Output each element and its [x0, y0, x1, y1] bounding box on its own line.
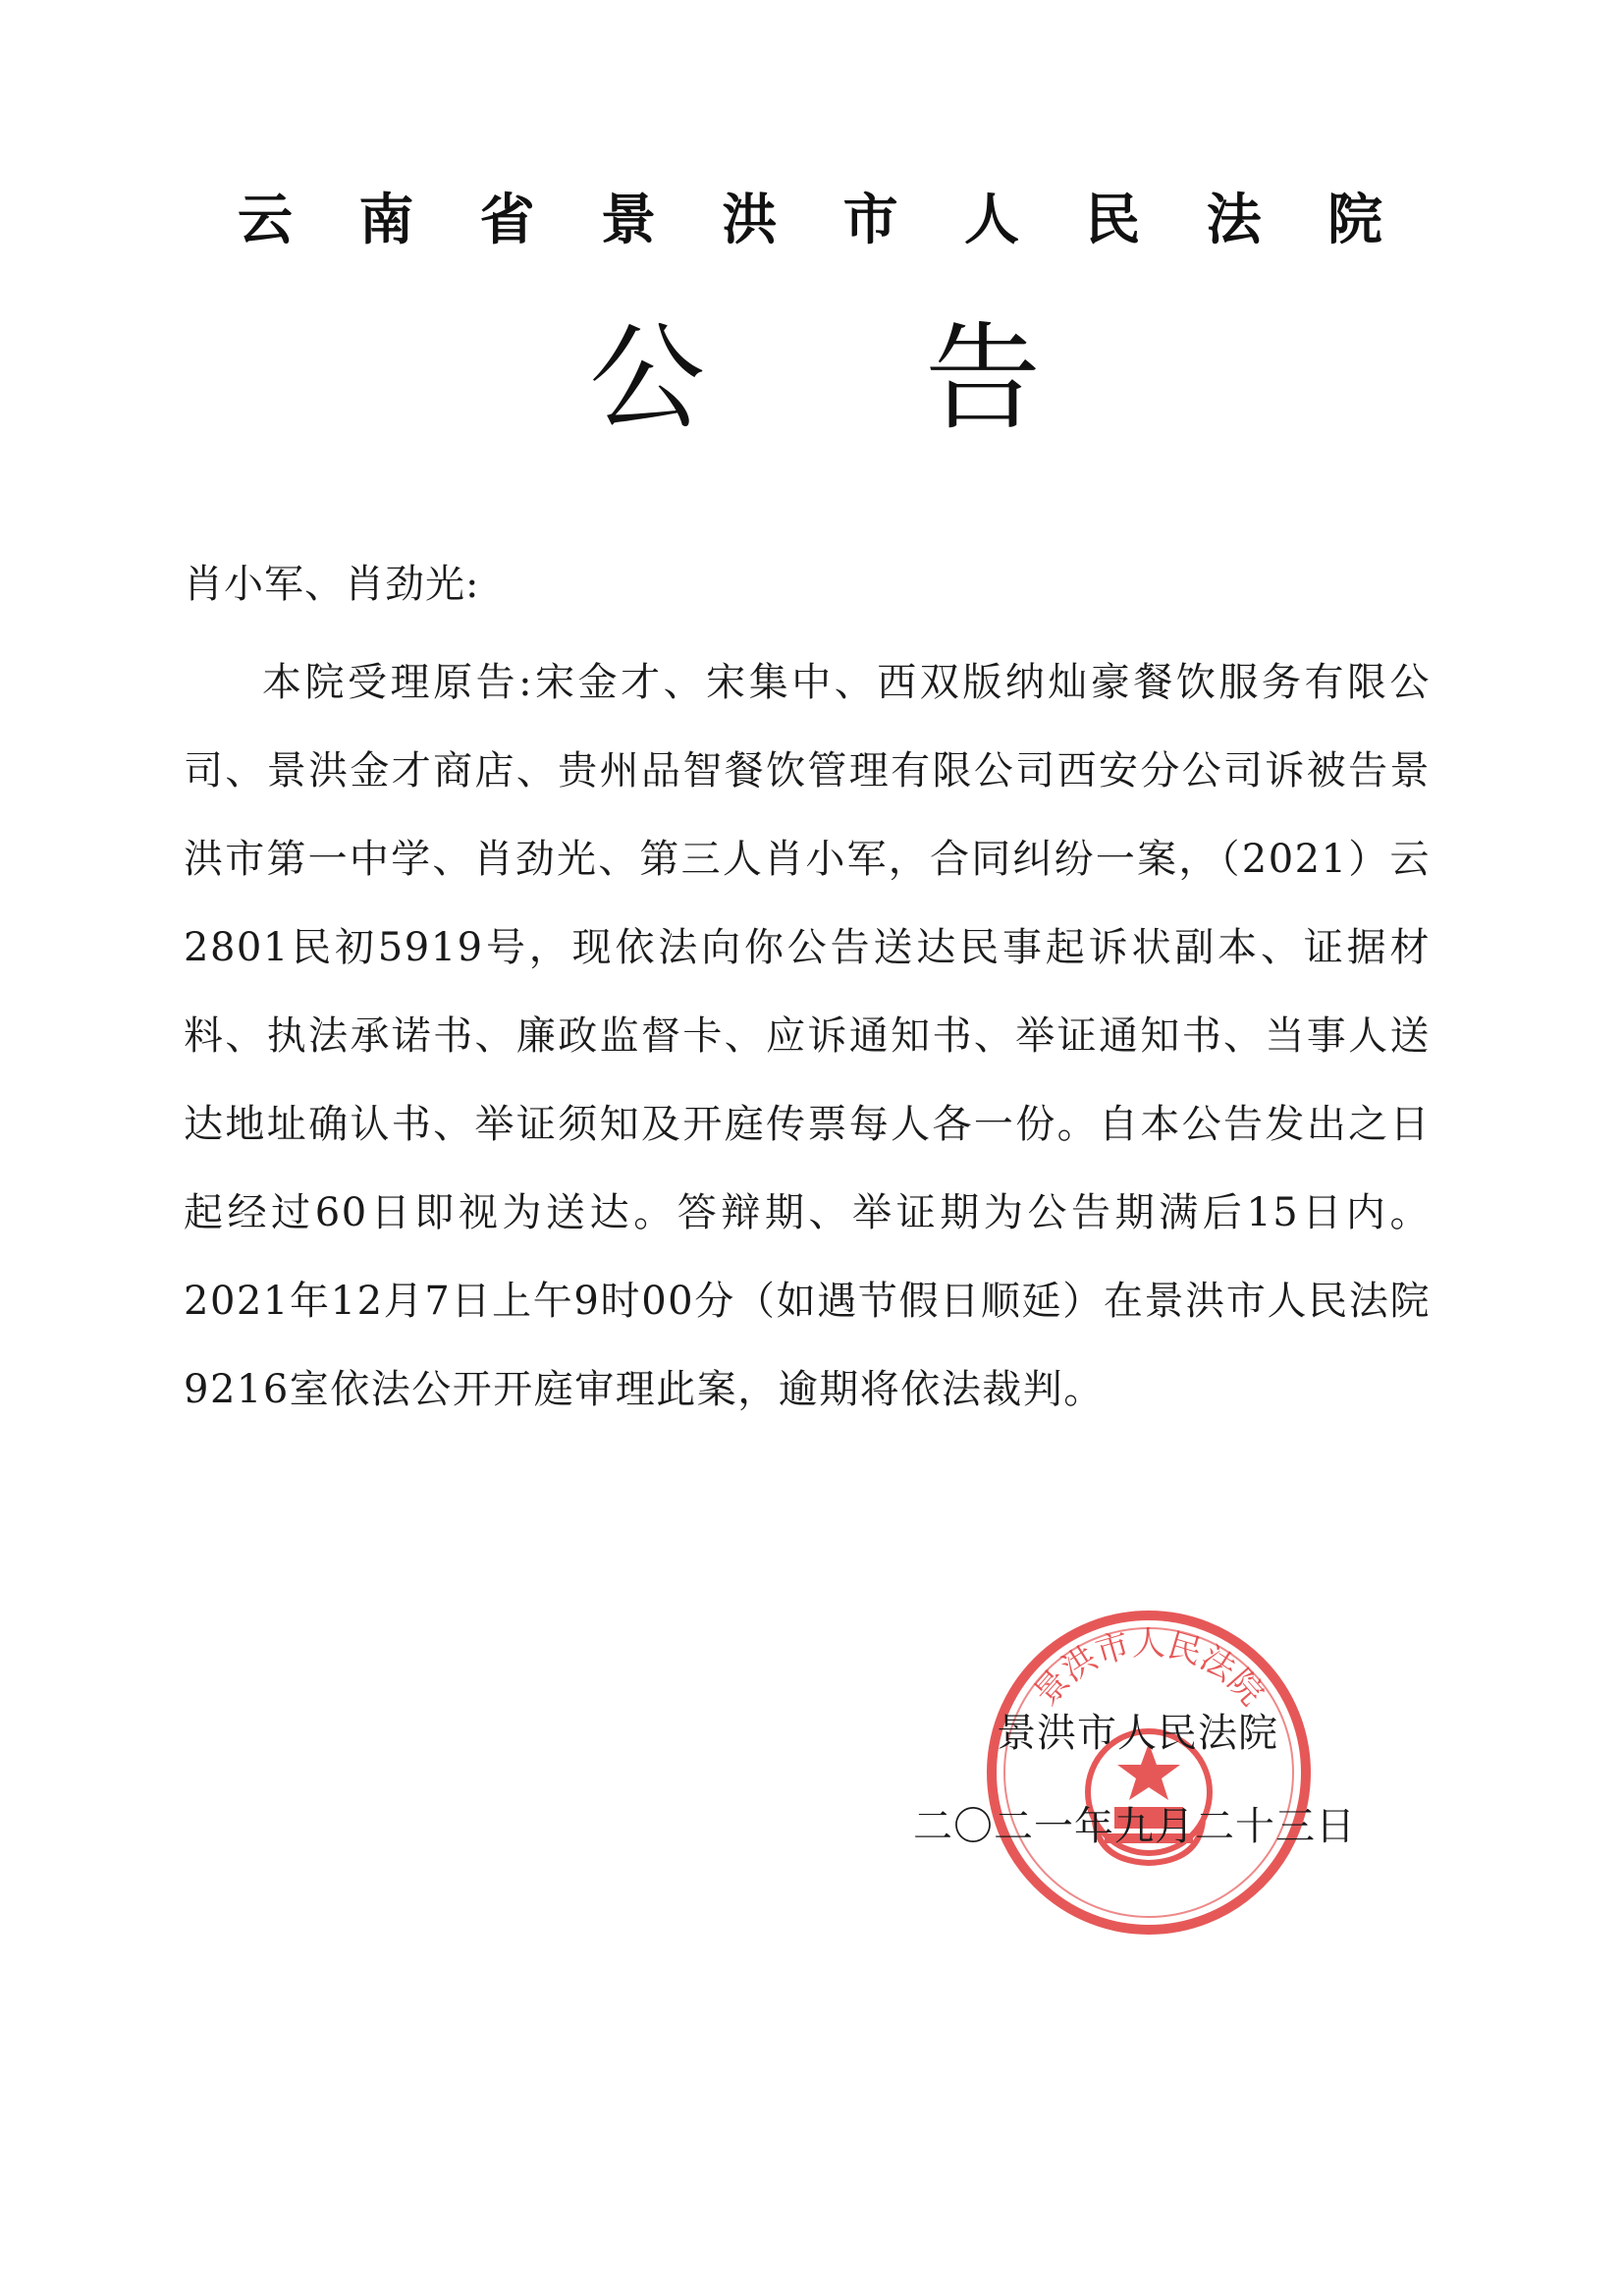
title-char: 公 — [589, 310, 706, 446]
court-name-char: 民 — [1085, 189, 1141, 252]
court-name-char: 云 — [238, 189, 293, 252]
court-name-char: 院 — [1326, 189, 1382, 252]
issue-date: 二〇二一年九月二十三日 — [913, 1804, 1356, 1849]
title-char: 告 — [924, 310, 1041, 446]
court-name-char: 人 — [963, 189, 1019, 252]
court-name-char: 省 — [479, 189, 535, 252]
signature-court-name: 景洪市人民法院 — [997, 1711, 1278, 1756]
court-name-heading — [231, 177, 1389, 255]
court-name-char: 洪 — [722, 189, 778, 252]
document-title — [589, 295, 1041, 446]
notice-body: 本院受理原告:宋金才、宋集中、西双版纳灿豪餐饮服务有限公司、景洪金才商店、贵州品智餐饮管理有限公司西安分公司诉被告景洪市第一中学、肖劲光、第三人肖小军，合同纠纷一案，（2021）云2801民初5919号，现依法向你公告送达民事起诉状副本、证据材料、执法承诺书、廉政监督卡、应诉通知书、举证通知书、当事人送达地址确认书、举证须知及开庭传票每人各一份。自本公告发出之日起经过60日即视为送达。答辩期、举证期为公告期满后15日内。2021年12月7日上午9时00分（如遇节假日顺延）在景洪市人民法院9216室依法公开开庭审理此案，逾期将依法裁判。 — [184, 660, 1431, 1412]
addressee-line: 肖小军、肖劲光: — [184, 562, 480, 607]
court-seal-icon — [982, 1606, 1316, 1940]
court-name-char: 景 — [600, 189, 656, 252]
court-name-char: 南 — [358, 189, 414, 252]
seal-ring-text: 景洪市人民法院 — [1026, 1624, 1271, 1714]
court-name-char: 市 — [842, 189, 898, 252]
court-name-char: 法 — [1206, 189, 1262, 252]
